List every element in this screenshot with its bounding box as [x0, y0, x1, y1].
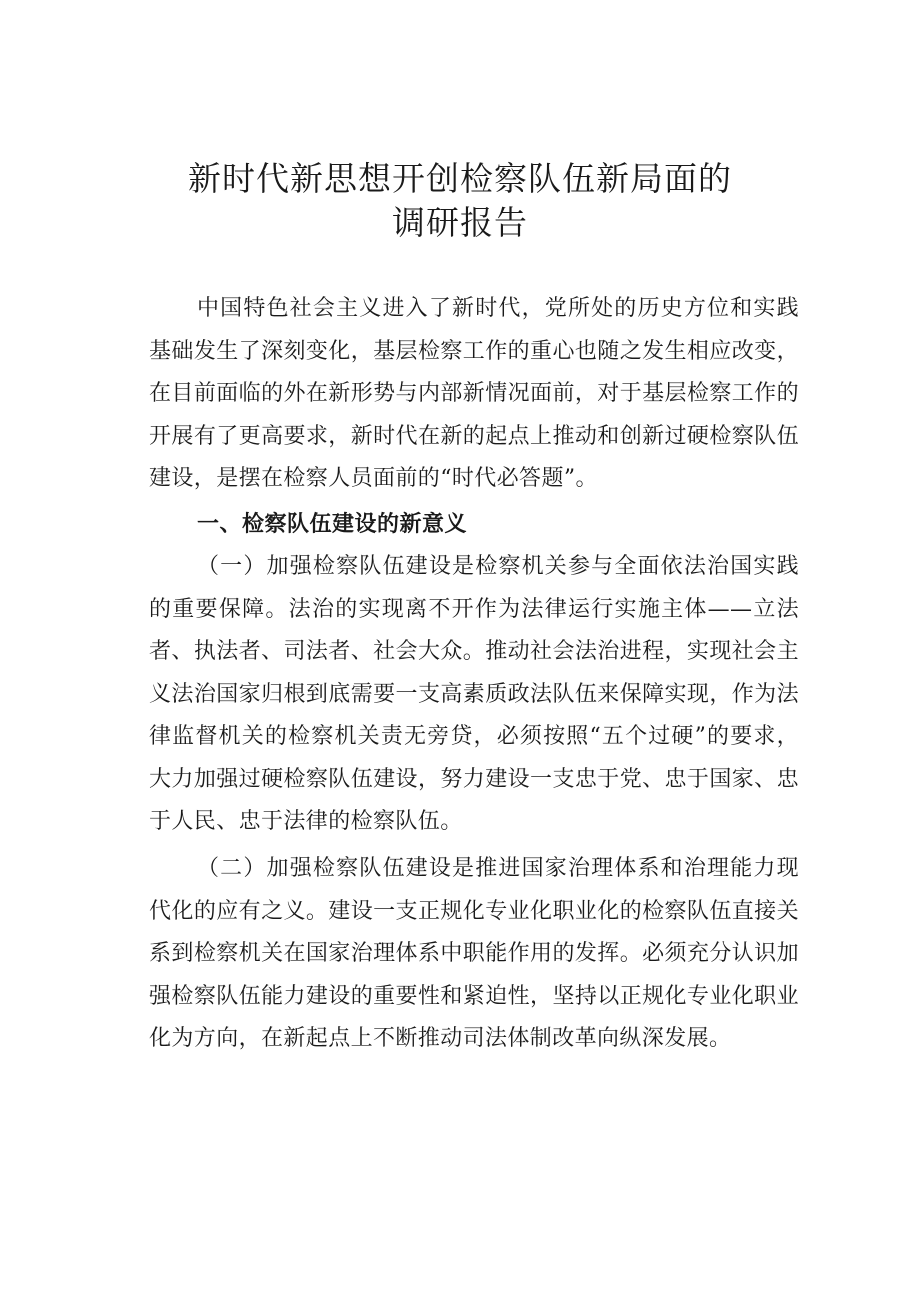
section-1-heading: 一、检察队伍建设的新意义 — [197, 512, 468, 537]
document-title-line-1: 新时代新思想开创检察队伍新局面的 — [188, 159, 732, 198]
section-1-paragraph-1: （一）加强检察队伍建设是检察机关参与全面依法治国实践的重要保障。法治的实现离不开作为法律运行实施主体——立法者、执法者、司法者、社会大众。推动社会法治进程，实现社会主义法治国家归根到底需要一支高素质政法队伍来保障实现，作为法律监督机关的检察机关责无旁贷，必须按照“五个过硬”的要求，大力加强过硬检察队伍建设，努力建设一支忠于党、忠于国家、忠于人民、忠于法律的检察队伍。 — [149, 554, 799, 834]
document-title-line-2: 调研报告 — [392, 203, 528, 242]
section-1-paragraph-2: （二）加强检察队伍建设是推进国家治理体系和治理能力现代化的应有之义。建设一支正规化专业化职业化的检察队伍直接关系到检察机关在国家治理体系中职能作用的发挥。必须充分认识加强检察队伍能力建设的重要性和紧迫性，坚持以正规化专业化职业化为方向，在新起点上不断推动司法体制改革向纵深发展。 — [149, 856, 799, 1051]
intro-paragraph: 中国特色社会主义进入了新时代，党所处的历史方位和实践基础发生了深刻变化，基层检察工作的重心也随之发生相应改变，在目前面临的外在新形势与内部新情况面前，对于基层检察工作的开展有了更高要求，新时代在新的起点上推动和创新过硬检察队伍建设，是摆在检察人员面前的“时代必答题”。 — [149, 296, 799, 491]
